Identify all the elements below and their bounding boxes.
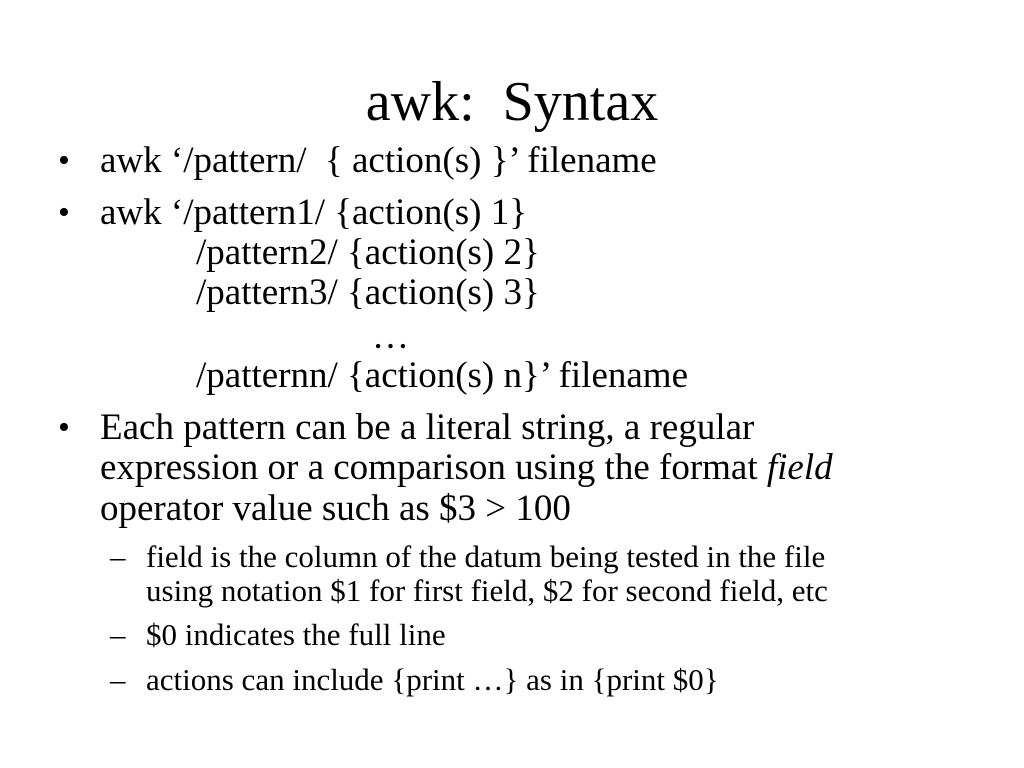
bullet-3-italic-field: field xyxy=(766,447,833,488)
bullet-2-line-2: /pattern2/ {action(s) 2} xyxy=(196,232,540,273)
bullet-marker: • xyxy=(58,194,70,231)
slide-title: awk: Syntax xyxy=(365,71,659,133)
sub-bullet-1-line-2: using notation $1 for first field, $2 for second field, etc xyxy=(146,573,828,608)
sub-bullet-2-text: $0 indicates the full line xyxy=(146,617,446,652)
bullet-3-line-2-text: expression or a comparison using the format xyxy=(100,447,767,488)
bullet-3-line-2 xyxy=(100,447,833,489)
sub-bullet-marker: – xyxy=(110,662,126,697)
bullet-2-line-3: /pattern3/ {action(s) 3} xyxy=(196,272,540,313)
bullet-2-ellipsis: … xyxy=(372,316,409,357)
bullet-1-text: awk ‘/pattern/ { action(s) }’ filename xyxy=(100,140,657,181)
bullet-3-line-3: operator value such as $3 > 100 xyxy=(100,488,571,529)
bullet-2-line-1: awk ‘/pattern1/ {action(s) 1} xyxy=(100,192,527,233)
bullet-marker: • xyxy=(58,409,70,446)
bullet-marker: • xyxy=(58,142,70,179)
sub-bullet-3-text: actions can include {print …} as in {print $0} xyxy=(146,662,719,697)
sub-bullet-marker: – xyxy=(110,617,126,652)
bullet-3-line-1: Each pattern can be a literal string, a regular xyxy=(100,407,755,448)
bullet-2-line-5: /patternn/ {action(s) n}’ filename xyxy=(196,355,689,396)
sub-bullet-marker: – xyxy=(110,539,126,574)
sub-bullet-1-line-1: field is the column of the datum being tested in the file xyxy=(146,539,826,574)
